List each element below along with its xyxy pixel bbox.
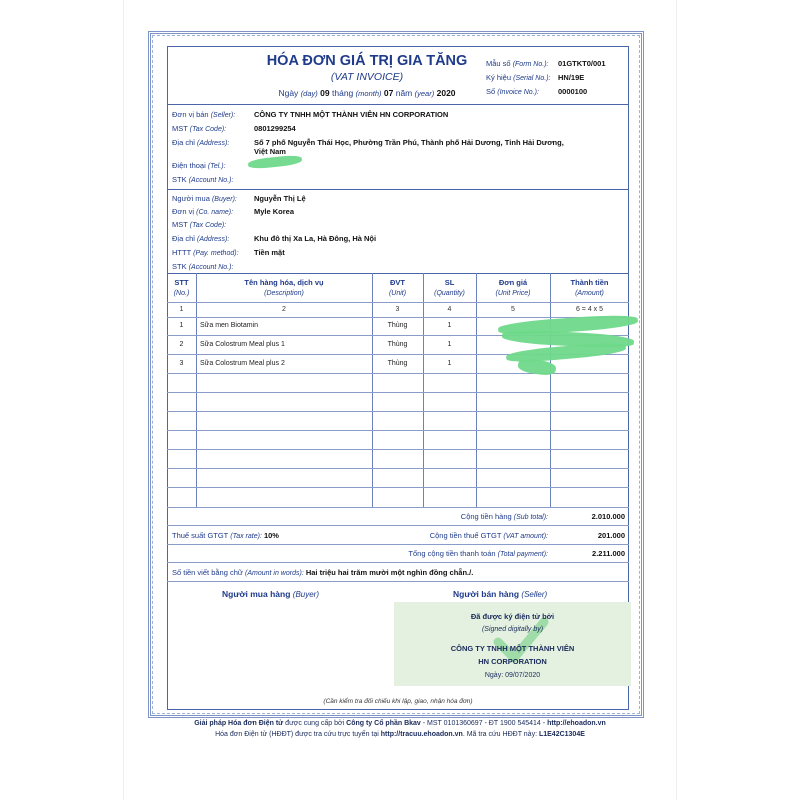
vat-value: 201.000 [597, 531, 625, 540]
buyer-name: Nguyễn Thị Lệ [254, 194, 306, 203]
index-cell: 3 [395, 306, 400, 313]
index-cell: 2 [282, 306, 286, 313]
vat-label: Cộng tiền thuế GTGT (VAT amount): [429, 531, 548, 540]
divider [167, 104, 629, 105]
background-left [0, 0, 124, 800]
table-row-2-no: 2 [179, 341, 184, 348]
seller-address-line1: Số 7 phố Nguyễn Thái Học, Phường Trần Phú, Thành phố Hải Dương, Tỉnh Hải Dương, [254, 138, 564, 147]
row-line [167, 373, 629, 374]
tax-rate-label: Thuế suất GTGT (Tax rate): 10% [172, 531, 279, 540]
table-row-2-description: Sữa Colostrum Meal plus 1 [200, 341, 285, 348]
seller-tax-code: 0801299254 [254, 124, 296, 133]
seller-address-label: Địa chỉ (Address): [172, 138, 230, 147]
subtotal-value: 2.010.000 [591, 512, 625, 521]
row-line [167, 411, 629, 412]
serial-no-value: HN/19E [558, 73, 585, 82]
invoice-no-label: Số (Invoice No.): [486, 87, 539, 96]
footer-lookup: Hóa đơn Điện tử (HĐĐT) được tra cứu trực tuyến tại http://tracuu.ehoadon.vn. Mã tra cứu HĐĐT này: L1E42C1304E [215, 731, 585, 738]
seller-phone-label: Điện thoại (Tel.): [172, 161, 226, 170]
signed-by-label: Đã được ký điện tử bởi [470, 612, 555, 621]
footer-provider: Giải pháp Hóa đơn Điện tử được cung cấp bởi Công ty Cổ phần Bkav - MST 0101360697 - ĐT 1900 545414 - http://ehoadon.vn [194, 720, 606, 727]
index-cell: 1 [179, 306, 184, 313]
signer-name-line1: CÔNG TY TNHH MỘT THÀNH VIÊN [450, 644, 575, 653]
buyer-signature-title: Người mua hàng (Buyer) [222, 589, 320, 599]
table-top-border [167, 273, 629, 274]
row-line [167, 392, 629, 393]
table-row-1-no: 1 [179, 322, 184, 329]
form-no-value: 01GTKT0/001 [558, 59, 606, 68]
signer-name-line2: HN CORPORATION [478, 657, 547, 666]
col-header-unit-price: Đơn giá (Unit Price) [495, 278, 531, 297]
serial-no-label: Ký hiệu (Serial No.): [486, 73, 551, 82]
row-line [167, 487, 629, 488]
buyer-address-label: Địa chỉ (Address): [172, 234, 230, 243]
table-row-3-qty: 1 [447, 360, 452, 367]
buyer-label: Người mua (Buyer): [172, 194, 237, 203]
table-row-3-description: Sữa Colostrum Meal plus 2 [200, 360, 285, 367]
footnote: (Cần kiểm tra đối chiếu khi lập, giao, nhận hóa đơn) [323, 698, 473, 705]
table-row-1-qty: 1 [447, 322, 452, 329]
row-line [167, 430, 629, 431]
seller-signature-title: Người bán hàng (Seller) [453, 589, 548, 599]
col-header-no: STT (No.) [173, 278, 190, 297]
invoice-no-value: 0000100 [558, 87, 588, 96]
tracuu-link[interactable]: http://tracuu.ehoadon.vn [380, 731, 463, 738]
row-line [167, 544, 629, 545]
index-cell: 5 [511, 306, 515, 313]
row-line [167, 507, 629, 508]
buyer-address: Khu đô thị Xa La, Hà Đông, Hà Nội [254, 234, 377, 243]
buyer-tax-label: MST (Tax Code): [172, 220, 227, 229]
buyer-company-label: Đơn vị (Co. name): [172, 207, 234, 216]
divider [167, 189, 629, 190]
form-no-label: Mẫu số (Form No.): [486, 59, 549, 68]
ehoadon-link[interactable]: http://ehoadon.vn [547, 720, 606, 727]
payment-label: HTTT (Pay. method): [172, 248, 239, 257]
amount-in-words: Số tiền viết bằng chữ (Amount in words): Hai triệu hai trăm mười một nghìn đồng chẵn./. [172, 568, 474, 577]
payment-method: Tiền mặt [254, 248, 285, 257]
table-row-3-unit: Thùng [387, 360, 408, 367]
table-row-1-description: Sữa men Biotamin [200, 322, 258, 329]
seller-address-line2: Việt Nam [254, 147, 286, 156]
buyer-company: Myle Korea [254, 207, 295, 216]
invoice-subtitle: (VAT INVOICE) [330, 71, 404, 83]
buyer-account-label: STK (Account No.): [172, 262, 234, 271]
row-line [167, 302, 629, 303]
row-line [167, 525, 629, 526]
col-header-amount: Thành tiền (Amount) [570, 278, 609, 297]
total-value: 2.211.000 [592, 549, 625, 558]
seller-account-label: STK (Account No.): [172, 175, 234, 184]
row-line [167, 581, 629, 582]
index-cell: 6 = 4 x 5 [575, 306, 604, 313]
row-line [167, 449, 629, 450]
table-row-1-unit: Thùng [387, 322, 408, 329]
seller-name: CÔNG TY TNHH MỘT THÀNH VIÊN HN CORPORATION [254, 110, 449, 119]
signed-by-label-en: (Signed digitally by) [481, 626, 544, 633]
col-header-description: Tên hàng hóa, dịch vụ (Description) [244, 278, 324, 297]
table-row-3-no: 3 [179, 360, 184, 367]
index-cell: 4 [447, 306, 452, 313]
row-line [167, 562, 629, 563]
table-row-2-qty: 1 [447, 341, 452, 348]
invoice-title: HÓA ĐƠN GIÁ TRỊ GIA TĂNG [266, 53, 468, 69]
background-right [676, 0, 800, 800]
row-line [167, 468, 629, 469]
col-header-unit: ĐVT (Unit) [388, 278, 407, 297]
col-header-quantity: SL (Quantity) [434, 278, 465, 297]
table-row-2-unit: Thùng [387, 341, 408, 348]
signature-date: Ngày: 09/07/2020 [484, 672, 541, 679]
seller-tax-label: MST (Tax Code): [172, 124, 227, 133]
seller-label: Đơn vị bán (Seller): [172, 110, 236, 119]
total-label: Tổng cộng tiền thanh toán (Total payment): [408, 549, 548, 558]
subtotal-label: Cộng tiền hàng (Sub total): [460, 512, 548, 521]
invoice-date: Ngày (day) 09 tháng (month) 07 năm (year) 2020 [278, 88, 456, 98]
